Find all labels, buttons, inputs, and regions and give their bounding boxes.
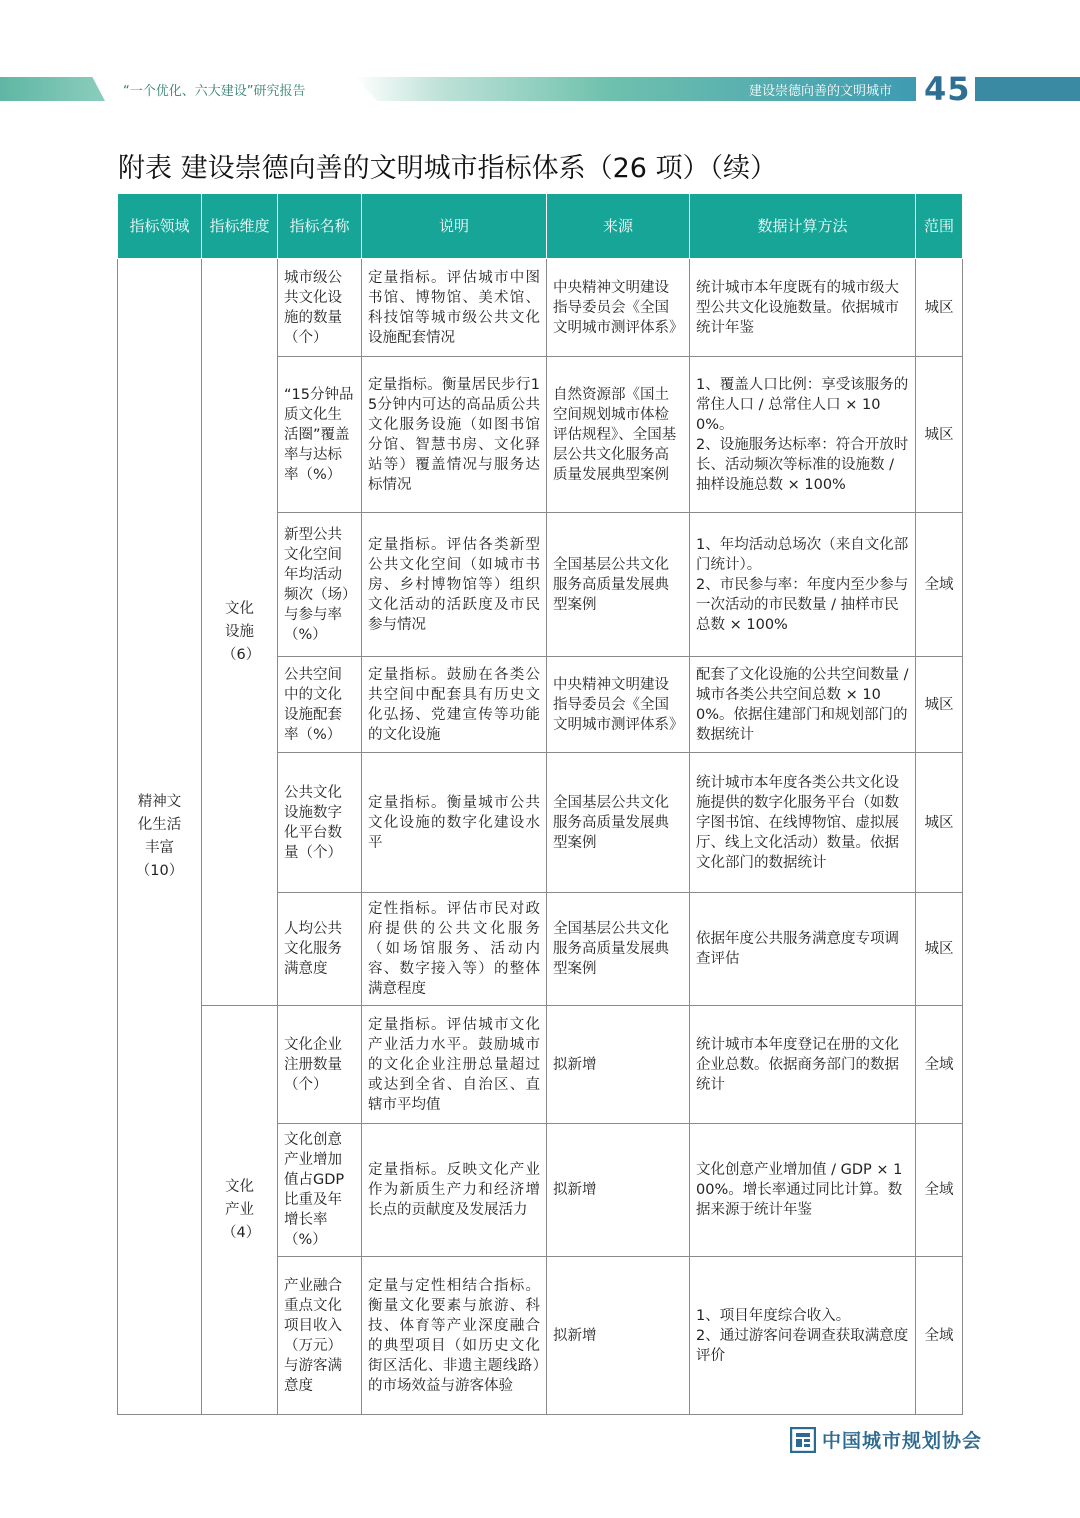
- indicator-method: 1、年均活动总场次（来自文化部门统计）。 2、市民参与率：年度内至少参与一次活动的市民数量 / 抽样市民总数 × 100%: [690, 513, 916, 657]
- dimension-count: （6）: [222, 646, 261, 663]
- indicator-description: 定量指标。评估各类新型公共文化空间（如城市书房、乡村博物馆等）组织文化活动的活跃度及市民参与情况: [362, 513, 547, 657]
- indicator-method: 1、项目年度综合收入。 2、通过游客问卷调查获取满意度评价: [690, 1257, 916, 1415]
- indicator-description: 定量指标。反映文化产业作为新质生产力和经济增长点的贡献度及发展活力: [362, 1124, 547, 1257]
- col-header-dimension: 指标维度: [202, 194, 278, 259]
- dimension-cell-facilities: [202, 259, 278, 1006]
- indicator-method: 统计城市本年度各类公共文化设施提供的数字化服务平台（如数字图书馆、在线博物馆、虚拟展厅、线上文化活动）数量。依据文化部门的数据统计: [690, 753, 916, 893]
- indicator-scope: 城区: [916, 657, 963, 753]
- indicator-description: 定量指标。鼓励在各类公共空间中配套具有历史文化弘扬、党建宣传等功能的文化设施: [362, 657, 547, 753]
- footer-logo: [790, 1426, 982, 1453]
- indicator-name: 人均公共文化服务满意度: [278, 893, 362, 1006]
- col-header-domain: 指标领域: [118, 194, 202, 259]
- dimension-cell-industry: [202, 1006, 278, 1415]
- indicator-name: 公共空间中的文化设施配套率（%）: [278, 657, 362, 753]
- indicator-scope: 全域: [916, 1006, 963, 1124]
- indicator-scope: 全域: [916, 513, 963, 657]
- indicator-name: “15分钟品质文化生活圈”覆盖率与达标率（%）: [278, 357, 362, 513]
- table-row: [118, 1006, 963, 1124]
- domain-count: （10）: [135, 862, 184, 879]
- col-header-scope: 范围: [916, 194, 963, 259]
- indicator-source: 拟新增: [547, 1006, 690, 1124]
- col-header-source: 来源: [547, 194, 690, 259]
- header-end-band: [975, 77, 1080, 101]
- indicator-scope: 城区: [916, 753, 963, 893]
- cpa-logo-icon: [790, 1427, 816, 1453]
- col-header-method: 数据计算方法: [690, 194, 916, 259]
- indicator-description: 定量指标。衡量居民步行15分钟内可达的高品质公共文化服务设施（如图书馆分馆、智慧书房、文化驿站等）覆盖情况与服务达标情况: [362, 357, 547, 513]
- col-header-description: 说明: [362, 194, 547, 259]
- org-name: 中国城市规划协会: [822, 1430, 983, 1452]
- indicator-description: 定量指标。衡量城市公共文化设施的数字化建设水平: [362, 753, 547, 893]
- indicator-source: 中央精神文明建设指导委员会《全国文明城市测评体系》: [547, 259, 690, 357]
- indicator-source: 全国基层公共文化服务高质量发展典型案例: [547, 893, 690, 1006]
- indicator-name: 产业融合重点文化项目收入（万元）与游客满意度: [278, 1257, 362, 1415]
- indicator-description: 定量与定性相结合指标。衡量文化要素与旅游、科技、体育等产业深度融合的典型项目（如历史文化街区活化、非遗主题线路）的市场效益与游客体验: [362, 1257, 547, 1415]
- domain-label: 精神文化生活丰富: [137, 793, 182, 856]
- indicator-method: 1、覆盖人口比例：享受该服务的常住人口 / 总常住人口 × 100%。 2、设施服务达标率：符合开放时长、活动频次等标准的设施数 / 抽样设施总数 × 100%: [690, 357, 916, 513]
- indicator-scope: 城区: [916, 259, 963, 357]
- indicator-description: 定量指标。评估城市文化产业活力水平。鼓励城市的文化企业注册总量超过或达到全省、自治区、直辖市平均值: [362, 1006, 547, 1124]
- col-header-name: 指标名称: [278, 194, 362, 259]
- dimension-label: 文化产业: [225, 1178, 254, 1218]
- indicator-name: 城市级公共文化设施的数量（个）: [278, 259, 362, 357]
- indicator-name: 公共文化设施数字化平台数量（个）: [278, 753, 362, 893]
- indicator-name: 新型公共文化空间年均活动频次（场）与参与率（%）: [278, 513, 362, 657]
- header-left-band: [0, 77, 105, 101]
- page-title: 附表 建设崇德向善的文明城市指标体系（26 项）（续）: [118, 153, 778, 184]
- indicator-method: 统计城市本年度登记在册的文化企业总数。依据商务部门的数据统计: [690, 1006, 916, 1124]
- indicator-source: 全国基层公共文化服务高质量发展典型案例: [547, 753, 690, 893]
- indicator-description: 定性指标。评估市民对政府提供的公共文化服务（如场馆服务、活动内容、数字接入等）的整体满意程度: [362, 893, 547, 1006]
- indicator-scope: 全域: [916, 1257, 963, 1415]
- indicator-name: 文化企业注册数量（个）: [278, 1006, 362, 1124]
- dimension-label: 文化设施: [225, 600, 254, 640]
- indicator-scope: 全域: [916, 1124, 963, 1257]
- indicator-source: 拟新增: [547, 1124, 690, 1257]
- indicator-scope: 城区: [916, 357, 963, 513]
- indicator-source: 拟新增: [547, 1257, 690, 1415]
- indicator-method: 配套了文化设施的公共空间数量 / 城市各类公共空间总数 × 100%。依据住建部门和规划部门的数据统计: [690, 657, 916, 753]
- indicator-method: 文化创意产业增加值 / GDP × 100%。增长率通过同比计算。数据来源于统计年鉴: [690, 1124, 916, 1257]
- report-series-title: “一个优化、六大建设”研究报告: [123, 84, 306, 99]
- indicator-method: 依据年度公共服务满意度专项调查评估: [690, 893, 916, 1006]
- indicator-source: 自然资源部《国土空间规划城市体检评估规程》、全国基层公共文化服务高质量发展典型案例: [547, 357, 690, 513]
- page-number: 45: [924, 70, 971, 108]
- domain-cell: [118, 259, 202, 1415]
- indicator-table: [117, 193, 963, 1415]
- table-header-row: [118, 194, 963, 259]
- dimension-count: （4）: [222, 1224, 261, 1241]
- chapter-title: 建设崇德向善的文明城市: [748, 84, 892, 99]
- indicator-source: 中央精神文明建设指导委员会《全国文明城市测评体系》: [547, 657, 690, 753]
- indicator-source: 全国基层公共文化服务高质量发展典型案例: [547, 513, 690, 657]
- indicator-scope: 城区: [916, 893, 963, 1006]
- indicator-method: 统计城市本年度既有的城市级大型公共文化设施数量。依据城市统计年鉴: [690, 259, 916, 357]
- indicator-name: 文化创意产业增加值占GDP比重及年增长率（%）: [278, 1124, 362, 1257]
- table-row: [118, 259, 963, 357]
- indicator-description: 定量指标。评估城市中图书馆、博物馆、美术馆、科技馆等城市级公共文化设施配套情况: [362, 259, 547, 357]
